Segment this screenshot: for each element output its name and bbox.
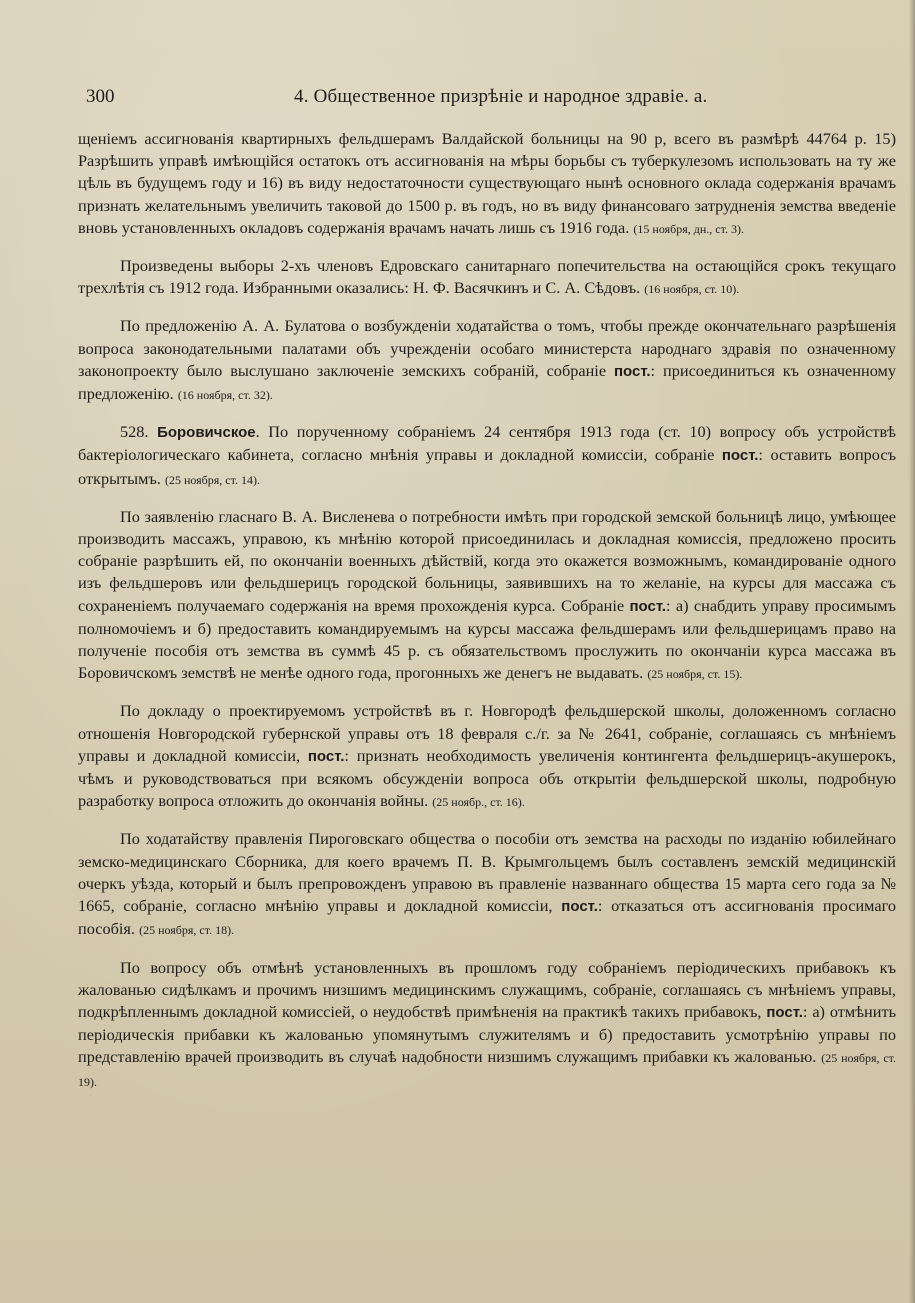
citation-ref: (25 ноября, ст. 15). bbox=[647, 667, 743, 682]
section-number: 528. bbox=[120, 422, 149, 442]
paragraph-text: : отказаться отъ ассигнованія просимаго пособія. bbox=[78, 896, 896, 939]
paragraph-3 bbox=[78, 315, 896, 406]
paragraph-text: : присоединиться къ означенному предложенію. bbox=[78, 360, 896, 404]
citation-ref: (16 ноября, ст. 10). bbox=[644, 282, 740, 297]
citation-ref: (25 ноября, ст. 14). bbox=[164, 472, 260, 487]
paragraph-text: щеніемъ ассигнованія квартирныхъ фельдшерамъ Валдайской больницы на 90 р, всего въ размѣрѣ 44764 р. 15) Разрѣшить управѣ имѣющійся остатокъ отъ ассигнованія на мѣры борьбы съ туберкулезомъ использовать на ту же цѣль въ будущемъ году и 16) въ виду недостаточности существующаго нынѣ основного оклада содержанія врачамъ признать желательнымъ увеличить таковой до 1500 р. въ годъ, но въ виду финансоваго затрудненія земства введеніе вновь установленныхъ окладовъ содержанія врачамъ начать лишь съ 1916 года. bbox=[78, 129, 896, 237]
resolution-keyword: пост. bbox=[629, 597, 667, 615]
paragraph-text: Произведены выборы 2-хъ членовъ Едровскаго санитарнаго попечительства на остающійся срокъ текущаго трехлѣтія съ 1912 года. Избранными оказались: Н. Ф. Васячкинъ и С. А. Сѣдовъ. bbox=[78, 256, 896, 298]
resolution-keyword: пост. bbox=[766, 1003, 803, 1021]
paragraph-1 bbox=[78, 128, 896, 240]
citation-ref: (25 ноября, ст. 19). bbox=[78, 1051, 896, 1089]
running-title: 4. Общественное призрѣніе и народное здравіе. а. bbox=[294, 86, 708, 107]
resolution-keyword: пост. bbox=[721, 447, 759, 465]
paragraph-text: По предложенію А. А. Булатова о возбужденіи ходатайства о томъ, чтобы прежде окончательнаго разрѣшенія вопроса законодательными палатами объ учрежденіи особаго министерста народнаго здравія по означенному законопроекту было выслушано заключеніе земскихъ собраній, собраніе bbox=[78, 316, 896, 380]
section-528-paragraph bbox=[78, 421, 896, 491]
paragraph-text: По вопросу объ отмѣнѣ установленныхъ въ прошломъ году собраніемъ періодическихъ прибавокъ къ жалованью сидѣлкамъ и прочимъ низшимъ медицинскимъ служащимъ, собраніе, соглашаясь съ мнѣніемъ управы, подкрѣпленнымъ докладной комиссіей, о неудобствѣ примѣненія на практикѣ такихъ прибавокъ, bbox=[78, 957, 896, 1021]
resolution-keyword: пост. bbox=[613, 362, 651, 380]
paragraph-text: По заявленію гласнаго В. А. Висленева о потребности имѣть при городской земской больницѣ лицо, умѣющее производить массажъ, управою, къ мнѣнію которой присоединилась и докладная комиссія, предложено просить собраніе разрѣшить ей, по окончаніи военныхъ дѣйствій, когда это окажется возможнымъ, командированіе одного изъ фельдшеровъ или фельдшерицъ городской больницы, заявившихъ на то желаніе, на курсы для массажа съ сохраненіемъ получаемаго содержанія на время прохожденія курса. Собраніе bbox=[78, 506, 896, 615]
paragraph-text: : а) снабдить управу просимымъ полномочіемъ и б) предоставить командируемымъ на курсы массажа фельдшерамъ или фельдшерицамъ право на полученіе пособія отъ земства въ суммѣ 45 р. съ обязательствомъ прослужить по окончаніи курса массажа въ Боровичскомъ земствѣ не менѣе одного года, прогонныхъ же денегъ не выдавать. bbox=[78, 595, 896, 683]
paragraph-text: По докладу о проектируемомъ устройствѣ въ г. Новгородѣ фельдшерской школы, доложенномъ согласно отношенія Новгородской губернской управы отъ 18 февраля с./г. за № 2641, собраніе, соглашаясь съ мнѣніемъ управы и докладной комиссіи, bbox=[78, 701, 896, 765]
page-number: 300 bbox=[86, 86, 115, 107]
citation-ref: (15 ноября, дн., ст. 3). bbox=[633, 221, 744, 236]
paragraph-7 bbox=[78, 828, 896, 941]
section-place-name: Боровичское bbox=[157, 424, 256, 442]
paragraph-text: По ходатайству правленія Пироговскаго общества о пособіи отъ земства на расходы по изданію юбилейнаго земско-медицинскаго Сборника, для коего врачемъ П. В. Крымгольцемъ былъ составленъ земскій медицинскій очеркъ уѣзда, который и былъ препровожденъ управою въ правленіе названнаго общества 15 марта сего года за № 1665, собраніе, согласно мнѣнію управы и докладной комиссіи, bbox=[78, 829, 896, 916]
page-body bbox=[78, 128, 896, 1108]
citation-ref: (16 ноября, ст. 32). bbox=[177, 388, 273, 403]
page-header bbox=[86, 86, 845, 112]
paragraph-text: . По порученному собраніемъ 24 сентября 1913 года (ст. 10) вопросу объ устройствѣ бактеріологическаго кабинета, согласно мнѣнія управы и докладной комиссіи, собраніе bbox=[78, 422, 897, 465]
paragraph-8 bbox=[78, 957, 896, 1093]
resolution-keyword: пост. bbox=[561, 898, 598, 916]
paragraph-2 bbox=[78, 255, 896, 300]
citation-ref: (25 ноября, ст. 18). bbox=[139, 923, 235, 938]
paragraph-6 bbox=[78, 700, 896, 813]
paragraph-5 bbox=[78, 506, 896, 686]
resolution-keyword: пост. bbox=[307, 747, 345, 765]
paragraph-text: : оставить вопросъ открытымъ. bbox=[78, 445, 896, 488]
paragraph-text: : а) отмѣнить періодическія прибавки къ жалованью упомянутымъ служителямъ и б) предоставить усмотрѣнію управы по представленію врачей производить въ случаѣ надобности низшимъ служащимъ прибавки къ жалованью. bbox=[78, 1001, 896, 1067]
citation-ref: (25 ноябр., ст. 16). bbox=[432, 795, 525, 810]
paragraph-text: : признать необходимость увеличенія контингента фельдшерицъ-акушерокъ, чѣмъ и руководствоваться при всякомъ обсужденіи вопроса объ открытіи фельдшерской школы, подробную разработку вопроса отложить до окончанія войны. bbox=[78, 745, 897, 811]
